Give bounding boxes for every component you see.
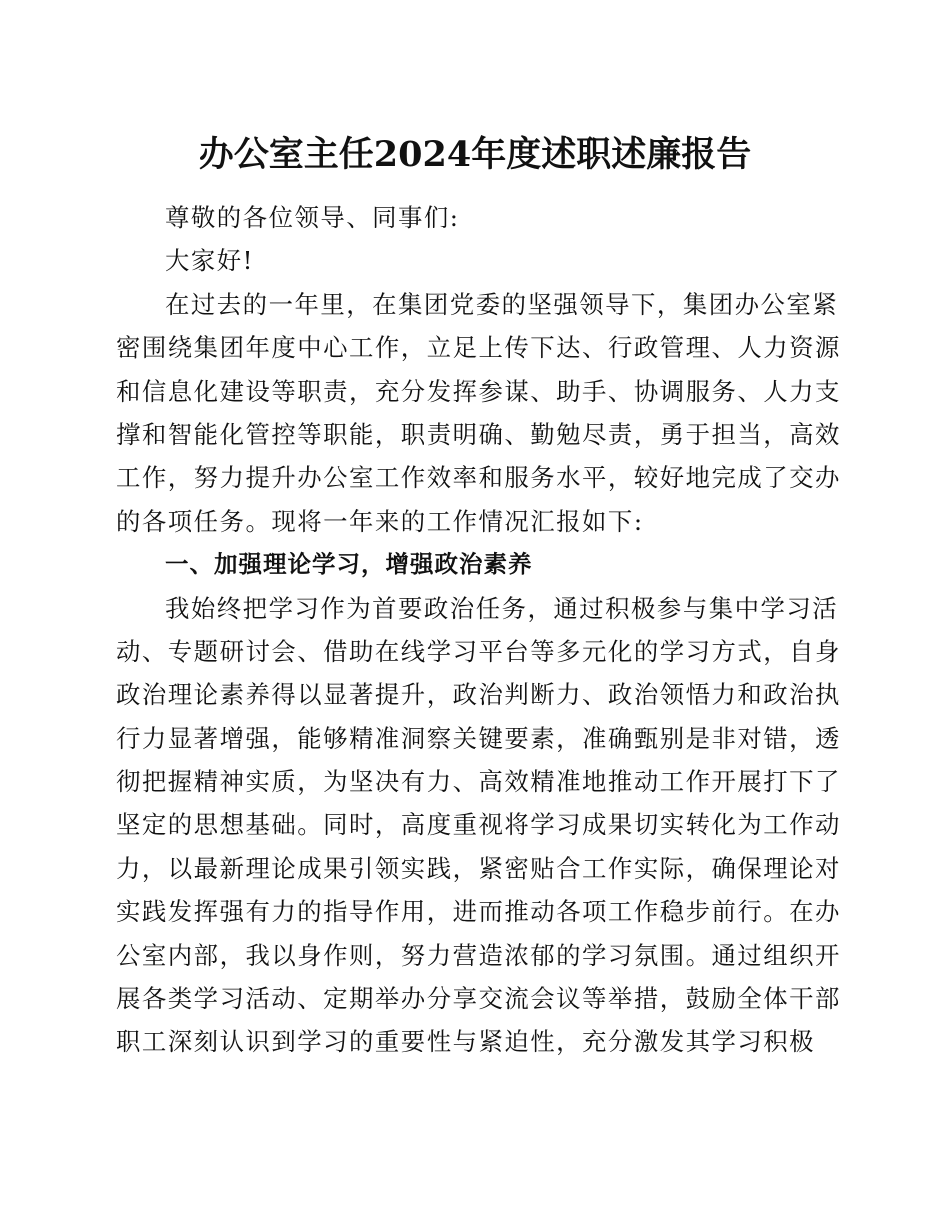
paragraph-line: 职工深刻认识到学习的重要性与紧迫性，充分激发其学习积极: [116, 1027, 816, 1057]
paragraph-line: 实践发挥强有力的指导作用，进而推动各项工作稳步前行。在办: [116, 897, 841, 927]
paragraph-line: 的各项任务。现将一年来的工作情况汇报如下:: [116, 506, 644, 536]
paragraph-line: 工作，努力提升办公室工作效率和服务水平，较好地完成了交办: [116, 463, 841, 493]
paragraph-line: 展各类学习活动、定期举办分享交流会议等举措，鼓励全体干部: [116, 984, 841, 1014]
paragraph-line: 动、专题研讨会、借助在线学习平台等多元化的学习方式，自身: [116, 636, 841, 666]
paragraph-line: 坚定的思想基础。同时，高度重视将学习成果切实转化为工作动: [116, 810, 841, 840]
document-body: [116, 196, 841, 1064]
section-heading: 一、加强理论学习，增强政治素养: [165, 550, 533, 579]
paragraph-line: 在过去的一年里，在集团党委的坚强领导下，集团办公室紧: [165, 289, 839, 319]
paragraph-line: 彻把握精神实质，为坚决有力、高效精准地推动工作开展打下了: [116, 767, 841, 797]
paragraph-line: 密围绕集团年度中心工作，立足上传下达、行政管理、人力资源: [116, 333, 841, 363]
paragraph-line: 政治理论素养得以显著提升，政治判断力、政治领悟力和政治执: [116, 680, 841, 710]
paragraph-line: 和信息化建设等职责，充分发挥参谋、助手、协调服务、人力支: [116, 376, 841, 406]
paragraph-line: 尊敬的各位领导、同事们:: [165, 203, 460, 232]
paragraph-line: 公室内部，我以身作则，努力营造浓郁的学习氛围。通过组织开: [116, 940, 841, 970]
paragraph-line: 撑和智能化管控等职能，职责明确、勤勉尽责，勇于担当，高效: [116, 419, 841, 449]
paragraph-line: 力，以最新理论成果引领实践，紧密贴合工作实际，确保理论对: [116, 853, 841, 883]
paragraph-line: 我始终把学习作为首要政治任务，通过积极参与集中学习活: [165, 593, 839, 623]
document-title: 办公室主任2024年度述职述廉报告: [198, 134, 752, 175]
paragraph-line: 行力显著增强，能够精准洞察关键要素，准确甄别是非对错，透: [116, 723, 841, 753]
paragraph-line: 大家好!: [165, 246, 254, 276]
